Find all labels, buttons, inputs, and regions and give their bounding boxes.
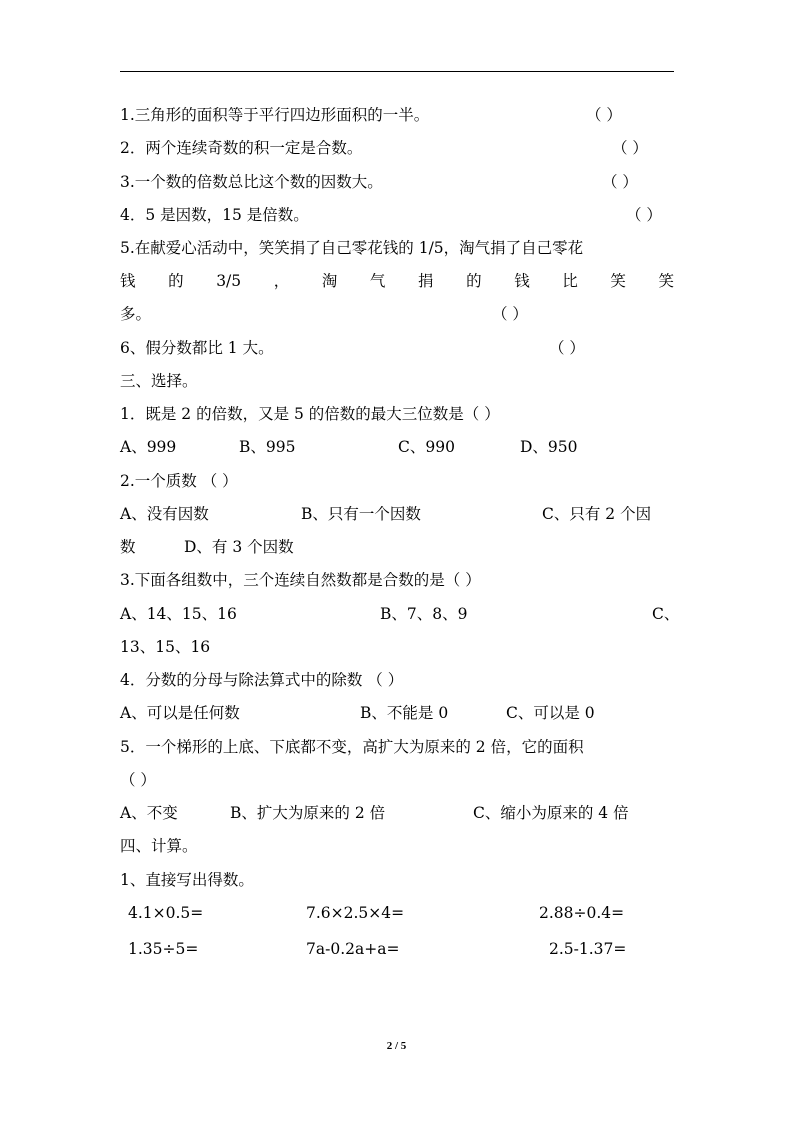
word: 的 bbox=[168, 272, 184, 290]
answer-blank: （ ） bbox=[626, 206, 662, 224]
option-a: A、没有因数 bbox=[120, 505, 209, 523]
calc-row2 bbox=[120, 933, 674, 966]
expression: 1.35÷5= bbox=[128, 940, 199, 958]
option-a: A、999 bbox=[120, 438, 177, 456]
header-rule bbox=[120, 71, 674, 72]
judgment-q4 bbox=[120, 199, 674, 232]
option-a: A、不变 bbox=[120, 804, 178, 822]
choice-q3-options-cont bbox=[120, 631, 674, 664]
word: 钱 bbox=[514, 272, 530, 290]
expression: 7.6×2.5×4= bbox=[306, 904, 405, 922]
option-c: C、 bbox=[652, 605, 680, 623]
expression: 7a-0.2a+a= bbox=[306, 940, 400, 958]
question-text: 5.在献爱心活动中，笑笑捐了自己零花钱的 1/5，淘气捐了自己零花 bbox=[120, 239, 584, 257]
choice-q5 bbox=[120, 731, 674, 764]
option-b: B、995 bbox=[239, 438, 296, 456]
choice-q2-options-cont bbox=[120, 531, 674, 564]
choice-q3 bbox=[120, 564, 674, 597]
word: 笑 bbox=[610, 272, 626, 290]
choice-q1-options bbox=[120, 431, 674, 464]
option-a: A、14、15、16 bbox=[120, 605, 237, 623]
option-b: B、不能是 0 bbox=[360, 704, 449, 722]
section-heading-calc: 四、计算。 bbox=[120, 837, 198, 855]
expression: 2.88÷0.4= bbox=[539, 904, 625, 922]
calc-row1 bbox=[120, 897, 674, 930]
word: 的 bbox=[466, 272, 482, 290]
choice-q4 bbox=[120, 664, 674, 697]
question-text: 2．两个连续奇数的积一定是合数。 bbox=[120, 139, 363, 157]
question-text: 4．5 是因数，15 是倍数。 bbox=[120, 206, 309, 224]
question-text: 2.一个质数 （ ） bbox=[120, 472, 238, 490]
question-text: 5．一个梯形的上底、下底都不变，高扩大为原来的 2 倍，它的面积 bbox=[120, 738, 584, 756]
option-c: C、只有 2 个因 bbox=[542, 505, 652, 523]
question-text: 4．分数的分母与除法算式中的除数 （ ） bbox=[120, 671, 404, 689]
question-text: 3.一个数的倍数总比这个数的因数大。 bbox=[120, 173, 383, 191]
question-text: 3.下面各组数中，三个连续自然数都是合数的是（ ） bbox=[120, 571, 481, 589]
expression: 4.1×0.5= bbox=[128, 904, 204, 922]
option-c: C、990 bbox=[398, 438, 455, 456]
word: ， bbox=[273, 272, 290, 290]
question-text: 多。 bbox=[120, 305, 152, 323]
option-b: B、只有一个因数 bbox=[301, 505, 421, 523]
word: 3/5 bbox=[216, 272, 242, 290]
option-d: D、950 bbox=[520, 438, 578, 456]
answer-blank: （ ） bbox=[612, 139, 648, 157]
judgment-q3 bbox=[120, 166, 674, 199]
option-c: C、可以是 0 bbox=[506, 704, 595, 722]
choice-q4-options bbox=[120, 697, 674, 730]
answer-blank: （ ） bbox=[586, 106, 622, 124]
judgment-q5-line3 bbox=[120, 298, 674, 331]
calc-sub1: 1、直接写出得数。 bbox=[120, 871, 254, 889]
word: 捐 bbox=[418, 272, 434, 290]
judgment-q5-line2 bbox=[120, 265, 674, 298]
choice-q3-options bbox=[120, 598, 680, 631]
expression: 2.5-1.37= bbox=[549, 940, 627, 958]
question-text: 1．既是 2 的倍数，又是 5 的倍数的最大三位数是（ ） bbox=[120, 405, 500, 423]
section-heading-choice: 三、选择。 bbox=[120, 372, 198, 390]
choice-q5-blank bbox=[120, 764, 674, 797]
choice-q5-options bbox=[120, 797, 674, 830]
question-text: 6、假分数都比 1 大。 bbox=[120, 339, 274, 357]
option-a: A、可以是任何数 bbox=[120, 704, 240, 722]
answer-blank: （ ） bbox=[120, 771, 156, 789]
word: 淘 bbox=[321, 272, 338, 290]
page-number: 2 / 5 bbox=[386, 1040, 407, 1052]
option-b: B、7、8、9 bbox=[380, 605, 468, 623]
choice-q2-options bbox=[120, 498, 674, 531]
option-b: B、扩大为原来的 2 倍 bbox=[230, 804, 386, 822]
option-c: C、缩小为原来的 4 倍 bbox=[473, 804, 629, 822]
judgment-q6 bbox=[120, 332, 674, 365]
option-c-cont: 数 bbox=[120, 538, 136, 556]
choice-q1 bbox=[120, 398, 674, 431]
question-text: 1.三角形的面积等于平行四边形面积的一半。 bbox=[120, 106, 430, 124]
word: 笑 bbox=[658, 272, 674, 290]
judgment-q5-line1 bbox=[120, 232, 674, 265]
answer-blank: （ ） bbox=[492, 305, 528, 323]
judgment-q2 bbox=[120, 132, 674, 165]
option-c-cont: 13、15、16 bbox=[120, 638, 211, 656]
answer-blank: （ ） bbox=[602, 173, 638, 191]
choice-q2 bbox=[120, 465, 674, 498]
option-d: D、有 3 个因数 bbox=[184, 538, 294, 556]
judgment-q1 bbox=[120, 99, 674, 132]
word: 气 bbox=[369, 272, 386, 290]
word: 比 bbox=[562, 272, 578, 290]
word: 钱 bbox=[120, 272, 136, 290]
answer-blank: （ ） bbox=[549, 339, 585, 357]
